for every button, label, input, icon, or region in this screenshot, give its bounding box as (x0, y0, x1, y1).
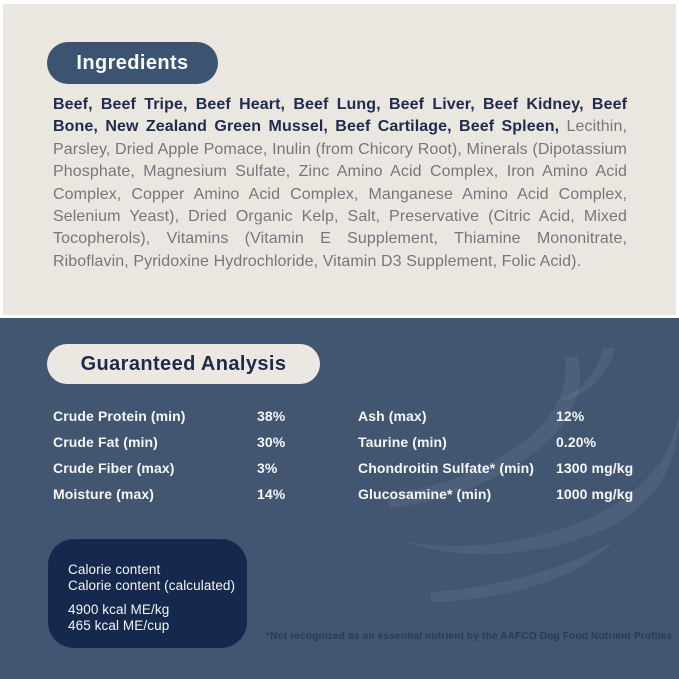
guaranteed-analysis-heading: Guaranteed Analysis (80, 352, 287, 375)
analysis-label: Chondroitin Sulfate* (min) (358, 460, 535, 476)
analysis-label: Crude Fiber (max) (53, 460, 175, 476)
analysis-value: 30% (257, 434, 286, 450)
analysis-value: 1300 mg/kg (556, 460, 634, 476)
analysis-label: Moisture (max) (53, 486, 154, 502)
calorie-kcal-per-cup: 465 kcal ME/cup (68, 617, 170, 633)
ingredients-primary-list: Beef, Beef Tripe, Beef Heart, Beef Lung, Beef Liver, Beef Kidney, Beef Bone, New Zealand Green Mussel, Beef Cartilage, Beef Spleen, (53, 96, 627, 136)
analysis-label: Glucosamine* (min) (358, 486, 492, 502)
ingredients-heading: Ingredients (76, 51, 189, 74)
calorie-kcal-per-kg: 4900 kcal ME/kg (68, 602, 170, 617)
analysis-value: 12% (556, 408, 585, 424)
guaranteed-analysis-section (0, 318, 679, 679)
analysis-label: Crude Fat (min) (53, 434, 158, 450)
aafco-footnote: *Not recognized as an essential nutrient by the AAFCO Dog Food Nutrient Profiles (266, 631, 673, 642)
analysis-label: Ash (max) (358, 408, 427, 424)
analysis-table (53, 408, 643, 512)
calorie-content-box (48, 539, 247, 648)
analysis-label: Crude Protein (min) (53, 408, 186, 424)
ingredients-paragraph (53, 94, 627, 273)
calorie-content-label: Calorie content (68, 562, 161, 577)
analysis-label: Taurine (min) (358, 434, 447, 450)
guaranteed-analysis-heading-pill (47, 344, 320, 384)
calorie-value-lines (68, 602, 247, 633)
calorie-content-lines (68, 562, 247, 593)
analysis-value: 38% (257, 408, 286, 424)
analysis-value: 0.20% (556, 434, 597, 450)
analysis-value: 14% (257, 486, 286, 502)
analysis-value: 1000 mg/kg (556, 486, 634, 502)
ingredients-secondary-list: Lecithin, Parsley, Dried Apple Pomace, Inulin (from Chicory Root), Minerals (Dipotassium Phosphate, Magnesium Sulfate, Zinc Amino Acid Complex, Iron Amino Acid Complex, Copper Amino Acid Complex, Manganese Amino Acid Complex, Selenium Yeast), Dried Organic Kelp, Salt, Preservative (Citric Acid, Mixed Tocopherols), Vitamins (Vitamin E Supplement, Thiamine Mononitrate, Riboflavin, Pyridoxine Hydrochloride, Vitamin D3 Supplement, Folic Acid). (53, 118, 627, 270)
calorie-content-calculated-label: Calorie content (calculated) (68, 577, 236, 593)
ingredients-section (3, 4, 676, 315)
ingredients-heading-pill (47, 42, 218, 84)
analysis-value: 3% (257, 460, 278, 476)
